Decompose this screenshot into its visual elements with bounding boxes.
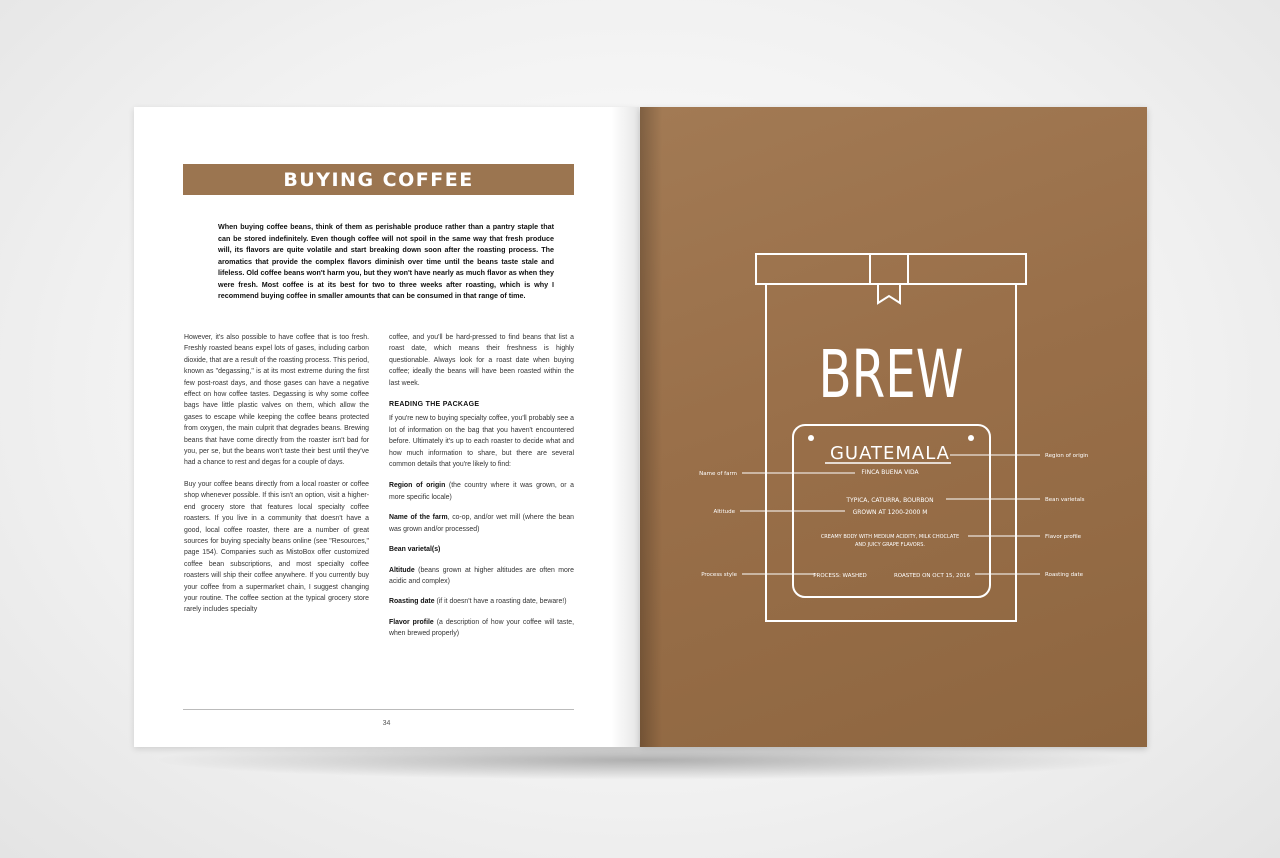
page-title: BUYING COFFEE bbox=[283, 168, 474, 191]
page-title-bar bbox=[183, 164, 574, 195]
list-item bbox=[389, 480, 574, 503]
farm-name: FINCA BUENA VIDA bbox=[861, 469, 919, 476]
body-paragraph: If you're new to buying specialty coffee, you'll probably see a lot of information on the bag that you haven't encountered before. Ultimately it's up to each roaster to decide what and how much information to share, but there are several common details that you're likely to find: bbox=[389, 415, 574, 469]
list-item-desc: , co-op, and/or wet mill (where the bean was grown and/or processed) bbox=[389, 514, 574, 533]
coffee-bag-illustration bbox=[640, 107, 1147, 747]
callout-flavor-profile: Flavor profile bbox=[1045, 534, 1082, 540]
list-item-term: Altitude bbox=[389, 566, 415, 574]
bag-ribbon-tail bbox=[878, 284, 900, 303]
roast-date: ROASTED ON OCT 15, 2016 bbox=[893, 573, 971, 579]
text-column-1 bbox=[184, 332, 369, 626]
callout-altitude: Altitude bbox=[713, 509, 735, 515]
callout-region-of-origin: Region of origin bbox=[1045, 453, 1089, 459]
varietals: TYPICA, CATURRA, BOURBON bbox=[846, 497, 934, 504]
body-paragraph: Buy your coffee beans directly from a local roaster or coffee shop whenever possible. If this isn't an option, visit a higher-end grocery store that features local specialty coffee roasters. If you live in a community that doesn't have a good, local coffee roaster, there are a number of great sources for buying specialty beans online (see "Resources," page 154). Companies such as MistoBox offer customized coffee bean subscriptions, and most specialty coffee roasters will ship their coffee anywhere. If you currently buy your coffee from a supermarket chain, I suggest changing your routine. The coffee section at the typical grocery store rarely includes specialty bbox=[184, 480, 369, 614]
body-paragraph: However, it's also possible to have coffee that is too fresh. Freshly roasted beans expel lots of gases, including carbon dioxide, that are a result of the roasting process. This period, known as "degassing," is at its most extreme during the first few post-roast days, and those gases can have a negative effect on how coffee tastes. Degassing is why some coffee bags have little plastic valves on them, which allow the gases to escape while keeping the coffee beans protected from oxygen, the main culprit that degrades beans. Brewing beans that have come directly from the roaster isn't bad for you, per se, but the beans won't taste their best until they've had a chance to rest and degas for a couple of days. bbox=[184, 334, 369, 467]
left-page bbox=[134, 107, 639, 747]
intro-paragraph: When buying coffee beans, think of them as perishable produce rather than a pantry staple that can be stored indefinitely. Even though coffee will not spoil in the same way that fresh produce will, its flavors are quite volatile and start breaking down soon after the roasting process. The aromatics that provide the complex flavors diminish over time until the beans taste stale and lifeless. Old coffee beans won't harm you, but they won't have nearly as much flavor as when they were fresh. Most coffee is at its best for two to three weeks after roasting, which is why I recommend buying coffee in smaller amounts that can be consumed in that range of time. bbox=[218, 222, 554, 300]
callout-name-of-farm: Name of farm bbox=[699, 471, 737, 477]
callout-roasting-date: Roasting date bbox=[1045, 572, 1083, 578]
list-item-term: Region of origin bbox=[389, 482, 446, 490]
callout-process-style: Process style bbox=[701, 572, 737, 578]
list-item-term: Roasting date bbox=[389, 598, 435, 606]
list-item bbox=[389, 544, 574, 555]
right-page bbox=[640, 107, 1147, 747]
altitude: GROWN AT 1200-2000 M bbox=[852, 509, 928, 516]
body-paragraph: coffee, and you'll be hard-pressed to find beans that list a roast date, which means their freshness is highly questionable. Always look for a roast date when buying coffee; ideally the beans will have been roasted within the last week. bbox=[389, 334, 574, 387]
list-item bbox=[389, 617, 574, 640]
list-item bbox=[389, 596, 574, 607]
page-number: 34 bbox=[382, 720, 391, 727]
bag-lid bbox=[756, 254, 1026, 284]
list-item-term: Name of the farm bbox=[389, 514, 448, 522]
callout-bean-varietals: Bean varietals bbox=[1045, 497, 1085, 503]
list-item-term: Bean varietal(s) bbox=[389, 546, 441, 554]
list-item bbox=[389, 565, 574, 588]
region-name: GUATEMALA bbox=[829, 443, 951, 464]
left-page-gutter bbox=[611, 107, 639, 747]
flavor-line-1: CREAMY BODY WITH MEDIUM ACIDITY, MILK CHOCLATE bbox=[820, 534, 960, 540]
label-hole-right bbox=[968, 435, 974, 441]
text-column-2 bbox=[389, 332, 574, 649]
list-item-desc: (the country where it was grown, or a more specific locale) bbox=[389, 482, 574, 501]
list-item-term: Flavor profile bbox=[389, 618, 434, 626]
label-hole-left bbox=[808, 435, 814, 441]
section-heading: READING THE PACKAGE bbox=[389, 401, 480, 409]
list-item-desc: (if it doesn't have a roasting date, beware!) bbox=[434, 598, 567, 606]
brand-name: BREW bbox=[818, 336, 964, 413]
list-item bbox=[389, 512, 574, 535]
bag-ribbon bbox=[870, 254, 908, 284]
process: PROCESS: WASHED bbox=[813, 573, 867, 579]
list-item-desc: (a description of how your coffee will taste, when brewed properly) bbox=[389, 618, 574, 638]
list-item-desc: (beans grown at higher altitudes are often more acidic and complex) bbox=[389, 566, 574, 585]
flavor-line-2: AND JUICY GRAPE FLAVORS. bbox=[855, 542, 925, 548]
footer-rule bbox=[183, 709, 574, 710]
